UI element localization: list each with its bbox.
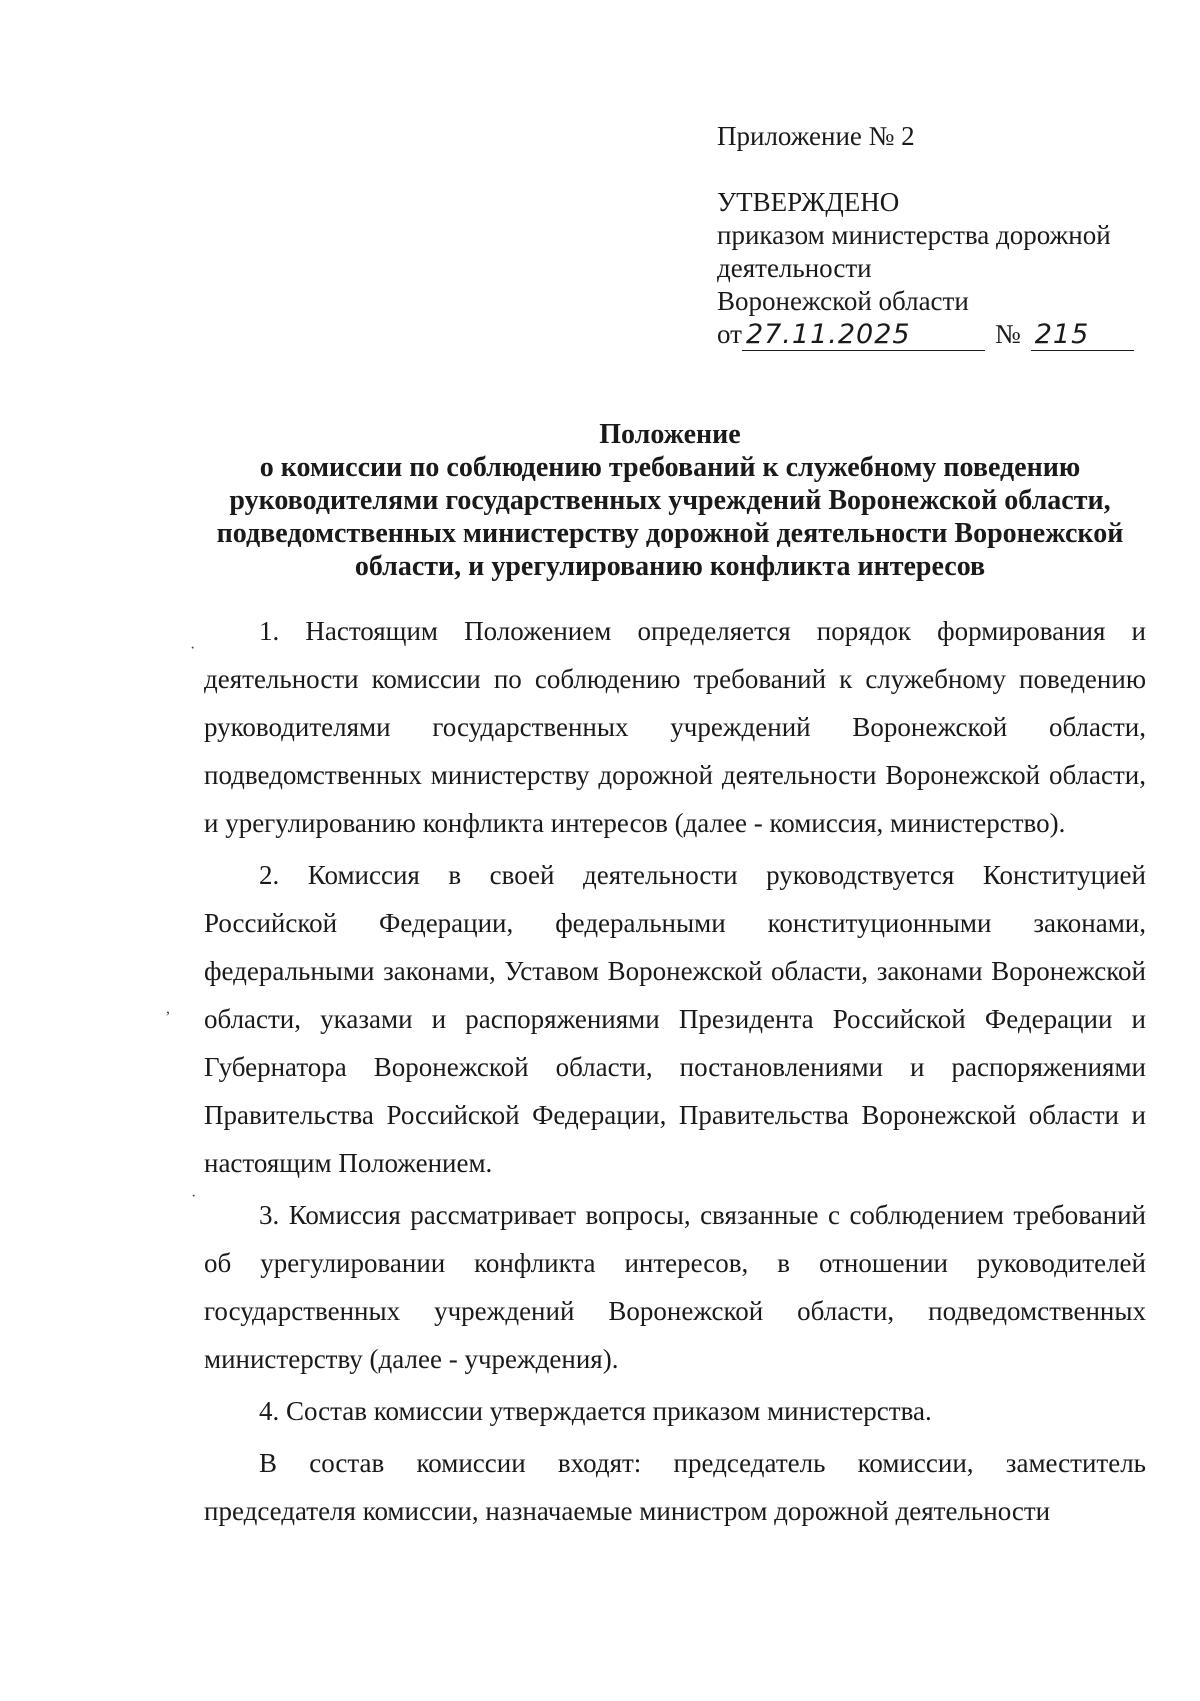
date-number-line bbox=[717, 318, 1147, 351]
number-prefix: № bbox=[994, 319, 1021, 349]
title-line-5: области, и урегулированию конфликта интересов bbox=[354, 551, 986, 582]
scan-mark: · bbox=[190, 640, 196, 657]
approved-label: УТВЕРЖДЕНО bbox=[717, 187, 900, 217]
title-line-1: Положение bbox=[599, 419, 741, 450]
paragraph-4: 4. Состав комиссии утверждается приказом министерства. bbox=[259, 1396, 932, 1426]
date-prefix: от bbox=[717, 319, 742, 349]
paragraph-5: В состав комиссии входят: председатель комиссии, заместитель председателя комиссии, назначаемые министром дорожной деятельности bbox=[204, 1448, 1146, 1526]
order-line-2: деятельности bbox=[717, 253, 872, 283]
scan-mark: · bbox=[191, 1188, 197, 1205]
paragraph-2: 2. Комиссия в своей деятельности руководствуется Конституцией Российской Федерации, федеральными конституционными законами, федеральными законами, Уставом Воронежской области, законами Воронежской области, указами и распоряжениями Президента Российской Федерации и Губернатора Воронежской области, постановлениями и распоряжениями Правительства Российской Федерации, Правительства Воронежской области и настоящим Положением. bbox=[204, 860, 1146, 1178]
appendix-label: Приложение № 2 bbox=[717, 121, 915, 151]
paragraph-1: 1. Настоящим Положением определяется порядок формирования и деятельности комиссии по соблюдению требований к служебному поведению руководителями государственных учреждений Воронежской области, подведомственных министерству дорожной деятельности Воронежской области, и урегулированию конфликта интересов (далее - комиссия, министерство). bbox=[204, 616, 1146, 838]
document-title bbox=[190, 418, 1150, 583]
title-line-4: подведомственных министерству дорожной деятельности Воронежской bbox=[216, 518, 1124, 549]
scan-mark: , bbox=[166, 1000, 170, 1017]
title-line-3: руководителями государственных учреждений Воронежской области, bbox=[229, 485, 1111, 516]
handwritten-number: 215 bbox=[1031, 320, 1134, 351]
title-line-2: о комиссии по соблюдению требований к служебному поведению bbox=[259, 452, 1081, 483]
handwritten-date: 27.11.2025 bbox=[742, 320, 985, 351]
paragraph-3: 3. Комиссия рассматривает вопросы, связанные с соблюдением требований об урегулировании конфликта интересов, в отношении руководителей государственных учреждений Воронежской области, подведомственных министерству (далее - учреждения). bbox=[204, 1200, 1146, 1374]
approval-header bbox=[717, 120, 1147, 351]
order-line-1: приказом министерства дорожной bbox=[717, 220, 1111, 250]
order-line-3: Воронежской области bbox=[717, 286, 969, 316]
document-body bbox=[204, 607, 1146, 1535]
